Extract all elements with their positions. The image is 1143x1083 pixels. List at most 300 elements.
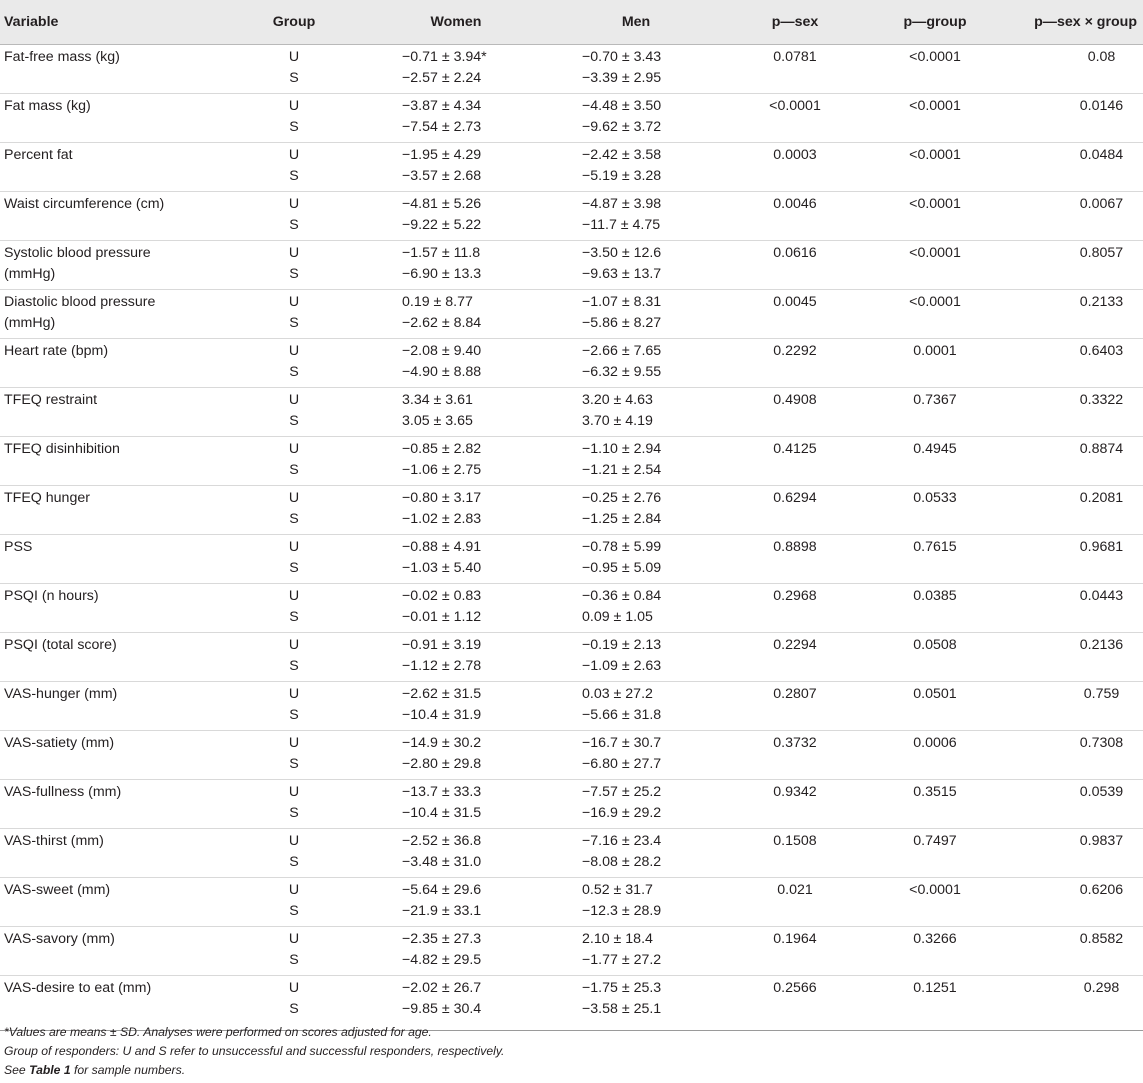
table-row (0, 927, 1143, 976)
group-cell (228, 682, 360, 731)
men-s-value: −8.08 ± 28.2 (582, 854, 662, 870)
p-sex-cell (720, 486, 870, 535)
p-interaction-value: 0.2136 (1079, 637, 1124, 653)
women-cell (360, 45, 552, 94)
men-s-value: −1.25 ± 2.84 (582, 511, 662, 527)
table-row (0, 878, 1143, 927)
variable-cell (0, 486, 228, 535)
women-s-value: −10.4 ± 31.9 (402, 707, 482, 723)
men-s-value: 0.09 ± 1.05 (582, 609, 653, 625)
variable-cell (0, 437, 228, 486)
p-group-cell (870, 143, 1000, 192)
table-row (0, 535, 1143, 584)
variable-label: TFEQ hunger (4, 490, 90, 506)
p-group-cell (870, 486, 1000, 535)
p-group-value: 0.3515 (913, 784, 957, 800)
women-s-value: −2.62 ± 8.84 (402, 315, 482, 331)
p-interaction-cell (1000, 339, 1143, 388)
p-group-value: 0.3266 (913, 931, 957, 947)
women-u-value: −0.88 ± 4.91 (402, 539, 482, 555)
variable-cell (0, 731, 228, 780)
men-cell (552, 388, 720, 437)
men-cell (552, 486, 720, 535)
men-cell (552, 241, 720, 290)
p-sex-value: 0.1508 (773, 833, 817, 849)
group-u-label: U (288, 343, 300, 359)
p-interaction-cell (1000, 388, 1143, 437)
group-s-label: S (289, 1001, 299, 1017)
p-sex-cell (720, 535, 870, 584)
header-p-sex: p—sex (720, 0, 870, 45)
group-u-label: U (288, 686, 300, 702)
variable-cell (0, 290, 228, 339)
p-sex-value: 0.8898 (773, 539, 817, 555)
men-s-value: −12.3 ± 28.9 (582, 903, 662, 919)
men-cell (552, 976, 720, 1031)
p-interaction-value: 0.3322 (1079, 392, 1124, 408)
p-group-cell (870, 682, 1000, 731)
table-row (0, 731, 1143, 780)
p-interaction-value: 0.8057 (1079, 245, 1124, 261)
women-u-value: −4.81 ± 5.26 (402, 196, 482, 212)
group-u-label: U (288, 196, 300, 212)
variable-cell (0, 780, 228, 829)
men-s-value: −5.19 ± 3.28 (582, 168, 662, 184)
group-s-label: S (289, 854, 299, 870)
women-u-value: −2.08 ± 9.40 (402, 343, 482, 359)
p-interaction-value: 0.759 (1083, 686, 1120, 702)
women-s-value: −9.22 ± 5.22 (402, 217, 482, 233)
men-s-value: −11.7 ± 4.75 (582, 217, 661, 233)
variable-label: VAS-hunger (mm) (4, 686, 118, 702)
men-u-value: −7.57 ± 25.2 (582, 784, 662, 800)
p-interaction-cell (1000, 633, 1143, 682)
p-sex-value: 0.0781 (773, 49, 817, 65)
women-u-value: −0.80 ± 3.17 (402, 490, 482, 506)
p-sex-value: 0.2968 (773, 588, 817, 604)
group-s-label: S (289, 707, 299, 723)
women-cell (360, 927, 552, 976)
p-sex-cell (720, 388, 870, 437)
p-sex-cell (720, 927, 870, 976)
header-group: Group (228, 0, 360, 45)
p-group-cell (870, 584, 1000, 633)
group-u-label: U (288, 294, 300, 310)
p-interaction-value: 0.298 (1083, 980, 1120, 996)
women-u-value: −2.02 ± 26.7 (402, 980, 482, 996)
p-interaction-value: 0.08 (1087, 49, 1116, 65)
group-s-label: S (289, 658, 299, 674)
women-u-value: −3.87 ± 4.34 (402, 98, 482, 114)
women-cell (360, 731, 552, 780)
p-interaction-value: 0.6206 (1079, 882, 1124, 898)
women-cell (360, 339, 552, 388)
men-cell (552, 143, 720, 192)
footnote-sample (4, 1061, 504, 1080)
men-u-value: −0.25 ± 2.76 (582, 490, 662, 506)
p-interaction-value: 0.0484 (1079, 147, 1124, 163)
women-s-value: −4.90 ± 8.88 (402, 364, 482, 380)
group-cell (228, 290, 360, 339)
p-sex-cell (720, 143, 870, 192)
variable-label-unit: (mmHg) (4, 266, 56, 282)
men-cell (552, 633, 720, 682)
women-s-value: −10.4 ± 31.5 (402, 805, 482, 821)
p-group-value: 0.0533 (913, 490, 957, 506)
group-cell (228, 878, 360, 927)
women-u-value: −1.57 ± 11.8 (402, 245, 481, 261)
men-u-value: −0.78 ± 5.99 (582, 539, 662, 555)
men-s-value: −6.32 ± 9.55 (582, 364, 662, 380)
women-u-value: −2.52 ± 36.8 (402, 833, 482, 849)
p-group-value: 0.0006 (913, 735, 957, 751)
p-interaction-cell (1000, 143, 1143, 192)
women-u-value: −2.35 ± 27.3 (402, 931, 482, 947)
women-cell (360, 633, 552, 682)
p-sex-value: 0.0046 (773, 196, 817, 212)
men-u-value: −16.7 ± 30.7 (582, 735, 662, 751)
group-cell (228, 927, 360, 976)
p-sex-value: 0.2566 (773, 980, 817, 996)
group-cell (228, 780, 360, 829)
men-s-value: −16.9 ± 29.2 (582, 805, 662, 821)
variable-label: VAS-satiety (mm) (4, 735, 115, 751)
men-cell (552, 192, 720, 241)
women-cell (360, 437, 552, 486)
p-group-value: 0.4945 (913, 441, 957, 457)
group-cell (228, 339, 360, 388)
men-u-value: −1.10 ± 2.94 (582, 441, 662, 457)
footnotes (4, 1023, 504, 1080)
group-u-label: U (288, 931, 300, 947)
women-cell (360, 829, 552, 878)
variable-label: TFEQ restraint (4, 392, 98, 408)
men-s-value: −1.09 ± 2.63 (582, 658, 662, 674)
table-row (0, 143, 1143, 192)
men-cell (552, 927, 720, 976)
group-u-label: U (288, 441, 300, 457)
p-sex-value: 0.0003 (773, 147, 817, 163)
p-sex-value: 0.0045 (773, 294, 817, 310)
men-s-value: −9.63 ± 13.7 (582, 266, 662, 282)
footnote-sample-prefix: See (4, 1063, 30, 1077)
group-u-label: U (288, 49, 300, 65)
men-s-value: −9.62 ± 3.72 (582, 119, 662, 135)
p-sex-cell (720, 682, 870, 731)
group-cell (228, 388, 360, 437)
men-s-value: −0.95 ± 5.09 (582, 560, 662, 576)
p-sex-value: 0.2294 (773, 637, 817, 653)
women-cell (360, 290, 552, 339)
group-s-label: S (289, 168, 299, 184)
p-group-cell (870, 731, 1000, 780)
men-u-value: −3.50 ± 12.6 (582, 245, 662, 261)
men-u-value: 0.52 ± 31.7 (582, 882, 653, 898)
men-s-value: −3.39 ± 2.95 (582, 70, 662, 86)
men-cell (552, 829, 720, 878)
men-u-value: −2.42 ± 3.58 (582, 147, 662, 163)
men-cell (552, 437, 720, 486)
variable-label: VAS-sweet (mm) (4, 882, 111, 898)
variable-cell (0, 339, 228, 388)
p-interaction-cell (1000, 780, 1143, 829)
women-cell (360, 241, 552, 290)
p-group-cell (870, 878, 1000, 927)
group-u-label: U (288, 245, 300, 261)
group-s-label: S (289, 217, 299, 233)
group-u-label: U (288, 392, 300, 408)
group-s-label: S (289, 609, 299, 625)
group-cell (228, 143, 360, 192)
women-s-value: −1.12 ± 2.78 (402, 658, 482, 674)
group-cell (228, 192, 360, 241)
women-s-value: −1.02 ± 2.83 (402, 511, 482, 527)
men-cell (552, 290, 720, 339)
p-group-cell (870, 192, 1000, 241)
p-interaction-cell (1000, 241, 1143, 290)
group-u-label: U (288, 980, 300, 996)
p-interaction-value: 0.0443 (1079, 588, 1124, 604)
p-interaction-value: 0.2133 (1079, 294, 1124, 310)
women-u-value: −0.91 ± 3.19 (402, 637, 482, 653)
group-s-label: S (289, 70, 299, 86)
men-s-value: −1.77 ± 27.2 (582, 952, 662, 968)
p-sex-cell (720, 878, 870, 927)
p-group-cell (870, 976, 1000, 1031)
men-u-value: −0.70 ± 3.43 (582, 49, 662, 65)
p-group-value: 0.7367 (913, 392, 957, 408)
men-s-value: −5.86 ± 8.27 (582, 315, 662, 331)
table-row (0, 290, 1143, 339)
p-sex-value: 0.0616 (773, 245, 817, 261)
p-group-cell (870, 633, 1000, 682)
table-row (0, 241, 1143, 290)
women-s-value: −6.90 ± 13.3 (402, 266, 482, 282)
group-s-label: S (289, 119, 299, 135)
header-men: Men (552, 0, 720, 45)
p-sex-cell (720, 45, 870, 94)
variable-cell (0, 388, 228, 437)
p-sex-cell (720, 731, 870, 780)
women-s-value: −9.85 ± 30.4 (402, 1001, 482, 1017)
men-u-value: −1.75 ± 25.3 (582, 980, 662, 996)
men-s-value: −1.21 ± 2.54 (582, 462, 662, 478)
p-interaction-cell (1000, 878, 1143, 927)
variable-label: PSQI (total score) (4, 637, 117, 653)
table-row (0, 339, 1143, 388)
women-cell (360, 143, 552, 192)
p-group-value: 0.0385 (913, 588, 957, 604)
women-u-value: −0.85 ± 2.82 (402, 441, 482, 457)
footnote-values: *Values are means ± SD. Analyses were performed on scores adjusted for age. (4, 1025, 432, 1039)
header-p-group: p—group (870, 0, 1000, 45)
p-group-cell (870, 927, 1000, 976)
p-sex-cell (720, 339, 870, 388)
p-sex-cell (720, 976, 870, 1031)
women-u-value: −14.9 ± 30.2 (402, 735, 482, 751)
men-cell (552, 731, 720, 780)
p-group-cell (870, 780, 1000, 829)
women-cell (360, 535, 552, 584)
p-group-cell (870, 535, 1000, 584)
variable-cell (0, 143, 228, 192)
p-sex-value: 0.9342 (773, 784, 817, 800)
variable-cell (0, 927, 228, 976)
p-group-value: 0.0508 (913, 637, 957, 653)
men-u-value: −2.66 ± 7.65 (582, 343, 662, 359)
men-s-value: −3.58 ± 25.1 (582, 1001, 662, 1017)
p-group-value: <0.0001 (909, 49, 961, 65)
header-women: Women (360, 0, 552, 45)
group-cell (228, 731, 360, 780)
p-group-cell (870, 829, 1000, 878)
group-u-label: U (288, 588, 300, 604)
group-u-label: U (288, 784, 300, 800)
men-s-value: −5.66 ± 31.8 (582, 707, 662, 723)
p-interaction-cell (1000, 437, 1143, 486)
p-interaction-cell (1000, 731, 1143, 780)
p-sex-cell (720, 829, 870, 878)
variable-label: Waist circumference (cm) (4, 196, 165, 212)
p-group-value: <0.0001 (909, 147, 961, 163)
variable-label: VAS-fullness (mm) (4, 784, 122, 800)
group-s-label: S (289, 560, 299, 576)
men-u-value: 2.10 ± 18.4 (582, 931, 653, 947)
variable-cell (0, 682, 228, 731)
footnote-sample-suffix: for sample numbers. (70, 1063, 186, 1077)
women-cell (360, 94, 552, 143)
group-cell (228, 535, 360, 584)
p-group-cell (870, 437, 1000, 486)
p-sex-cell (720, 437, 870, 486)
women-s-value: −7.54 ± 2.73 (402, 119, 482, 135)
variable-label: Systolic blood pressure (4, 245, 151, 261)
p-sex-value: 0.3732 (773, 735, 817, 751)
variable-cell (0, 878, 228, 927)
table-1-link[interactable]: Table 1 (29, 1063, 71, 1077)
p-group-cell (870, 388, 1000, 437)
p-interaction-cell (1000, 584, 1143, 633)
men-u-value: −4.48 ± 3.50 (582, 98, 662, 114)
group-cell (228, 829, 360, 878)
p-group-cell (870, 45, 1000, 94)
table-row (0, 437, 1143, 486)
women-s-value: −1.06 ± 2.75 (402, 462, 482, 478)
p-interaction-cell (1000, 192, 1143, 241)
variable-label: VAS-desire to eat (mm) (4, 980, 152, 996)
p-sex-value: 0.021 (777, 882, 813, 898)
group-s-label: S (289, 462, 299, 478)
group-s-label: S (289, 805, 299, 821)
variable-cell (0, 584, 228, 633)
variable-label: VAS-savory (mm) (4, 931, 115, 947)
women-u-value: −0.02 ± 0.83 (402, 588, 482, 604)
men-s-value: 3.70 ± 4.19 (582, 413, 653, 429)
table-row (0, 780, 1143, 829)
women-cell (360, 388, 552, 437)
table-row (0, 584, 1143, 633)
p-group-value: <0.0001 (909, 294, 961, 310)
p-interaction-value: 0.0146 (1079, 98, 1124, 114)
variable-label: Heart rate (bpm) (4, 343, 109, 359)
group-u-label: U (288, 490, 300, 506)
men-cell (552, 780, 720, 829)
p-sex-cell (720, 192, 870, 241)
women-s-value: −3.57 ± 2.68 (402, 168, 482, 184)
p-interaction-cell (1000, 682, 1143, 731)
men-cell (552, 584, 720, 633)
p-sex-value: 0.1964 (773, 931, 817, 947)
group-cell (228, 45, 360, 94)
p-group-value: <0.0001 (909, 245, 961, 261)
group-s-label: S (289, 315, 299, 331)
women-cell (360, 682, 552, 731)
p-sex-cell (720, 780, 870, 829)
table-row (0, 45, 1143, 94)
p-interaction-value: 0.2081 (1079, 490, 1124, 506)
variable-label: Diastolic blood pressure (4, 294, 156, 310)
variable-label: Fat-free mass (kg) (4, 49, 120, 65)
group-s-label: S (289, 266, 299, 282)
p-sex-value: 0.4125 (773, 441, 817, 457)
men-s-value: −6.80 ± 27.7 (582, 756, 662, 772)
women-cell (360, 192, 552, 241)
table-row (0, 682, 1143, 731)
p-sex-value: 0.4908 (773, 392, 817, 408)
p-group-value: 0.0001 (913, 343, 957, 359)
p-sex-value: 0.2292 (773, 343, 817, 359)
table-row (0, 192, 1143, 241)
women-u-value: −13.7 ± 33.3 (402, 784, 482, 800)
variable-cell (0, 829, 228, 878)
women-cell (360, 878, 552, 927)
variable-label: PSS (4, 539, 33, 555)
header-variable: Variable (0, 0, 228, 45)
p-sex-value: <0.0001 (769, 98, 821, 114)
table-row (0, 829, 1143, 878)
p-interaction-value: 0.9681 (1079, 539, 1124, 555)
women-u-value: −2.62 ± 31.5 (402, 686, 482, 702)
p-group-cell (870, 339, 1000, 388)
p-interaction-cell (1000, 486, 1143, 535)
p-interaction-cell (1000, 976, 1143, 1031)
group-u-label: U (288, 882, 300, 898)
p-interaction-value: 0.9837 (1079, 833, 1124, 849)
p-sex-cell (720, 584, 870, 633)
women-u-value: 0.19 ± 8.77 (402, 294, 473, 310)
table-body (0, 45, 1143, 1031)
variable-cell (0, 192, 228, 241)
group-s-label: S (289, 413, 299, 429)
p-group-value: 0.1251 (913, 980, 957, 996)
p-group-value: <0.0001 (909, 98, 961, 114)
men-u-value: −7.16 ± 23.4 (582, 833, 662, 849)
table-row (0, 388, 1143, 437)
group-s-label: S (289, 364, 299, 380)
women-cell (360, 780, 552, 829)
table-header-row (0, 0, 1143, 45)
group-s-label: S (289, 952, 299, 968)
women-s-value: −3.48 ± 31.0 (402, 854, 482, 870)
group-u-label: U (288, 735, 300, 751)
variable-label: Percent fat (4, 147, 73, 163)
women-cell (360, 584, 552, 633)
table-row (0, 486, 1143, 535)
p-group-cell (870, 241, 1000, 290)
men-cell (552, 535, 720, 584)
p-sex-value: 0.6294 (773, 490, 817, 506)
group-u-label: U (288, 539, 300, 555)
